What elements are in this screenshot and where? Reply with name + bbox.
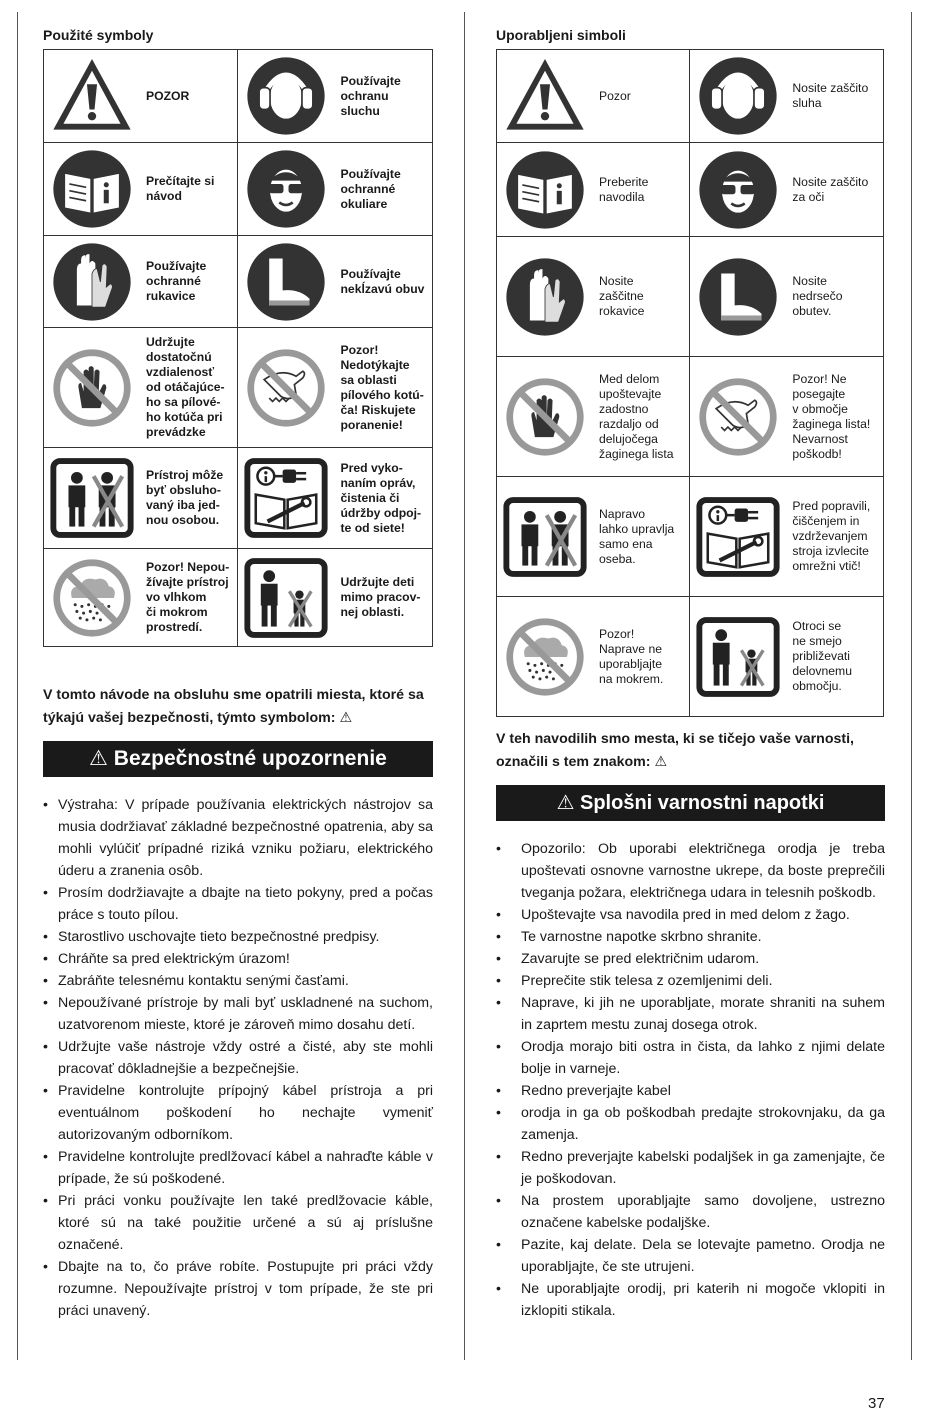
rule-item: • Preprečite stik telesa z ozemljenimi deli. [496, 970, 885, 992]
safety-boots-icon [244, 240, 328, 324]
symbol-label: Pred popravili, čiščenjem in vzdrževanjem stroja izvlecite omrežni vtič! [792, 499, 871, 573]
eye-protection-icon [244, 147, 328, 231]
rule-item: • Ne uporabljajte orodij, pri katerih ni mogoče vklopiti in izklopiti stikala. [496, 1278, 885, 1322]
column-divider [464, 12, 465, 1360]
symbol-cell [238, 328, 433, 448]
symbol-cell [238, 549, 433, 647]
safety-banner: ⚠ Splošni varnostni napotki [496, 785, 885, 821]
symbol-label: Pozor! Naprave ne uporabljajte na mokrem. [599, 626, 664, 686]
symbols-heading: Uporabljeni simboli [496, 27, 626, 43]
symbol-label: Prístroj môže byť obsluho- vaný iba jed- nou osobou. [146, 468, 224, 527]
hearing-protection-icon [696, 54, 780, 138]
no-rain-icon [50, 556, 134, 640]
symbol-cell [238, 448, 433, 549]
symbol-label: Nosite nedrsečo obutev. [792, 274, 843, 318]
no-rain-icon [503, 615, 587, 699]
symbol-label: Pozor! Nepou- žívajte prístroj vo vlhkom či mokrom prostredí. [146, 560, 230, 634]
symbol-label: Udržujte deti mimo pracov- nej oblasti. [340, 575, 421, 619]
rule-item: • Pravidelne kontrolujte prípojný kábel prístroja a pri eventuálnom poškodení ho nechajte vymeniť autorizovaným odborníkom. [43, 1080, 433, 1146]
warning-triangle-icon [503, 54, 587, 138]
symbol-label: Nosite zaščito sluha [792, 81, 869, 110]
rule-item: • Dbajte na to, čo práve robíte. Postupujte pri práci vždy rozumne. Nepoužívajte prístroj v tom prípade, že ste pri práci unavený. [43, 1256, 433, 1322]
symbols-heading: Použité symboly [43, 27, 154, 43]
symbol-cell [690, 143, 884, 237]
symbol-label: Používajte ochranu sluchu [340, 73, 401, 118]
symbol-label: Pozor [599, 88, 631, 103]
keep-children-away-icon [696, 615, 780, 699]
rule-item: • Pravidelne kontrolujte predlžovací kábel a nahraďte káble v prípade, že sú poškodené. [43, 1146, 433, 1190]
rule-item: • Výstraha: V prípade používania elektrických nástrojov sa musia dodržiavať základné bezpečnostné opatrenia, aby sa mohli vylúčiť prípadné riziká vzniku požiaru, elektrického úderu a zranenia osôb. [43, 794, 433, 882]
symbol-label: Používajte ochranné rukavice [146, 259, 207, 303]
symbol-label: Med delom upoštevajte zadostno razdaljo od delujočega žaginega lista [599, 371, 674, 461]
symbol-cell [497, 357, 690, 477]
rule-item: • Chráňte sa pred elektrickým úrazom! [43, 948, 433, 970]
rule-item: • Zabráňte telesnému kontaktu senými časťami. [43, 970, 433, 992]
symbol-cell [497, 597, 690, 717]
symbol-label: Pred vyko- naním opráv, čistenia či údržby odpoj- te od siete! [340, 460, 422, 535]
symbol-cell [238, 50, 433, 143]
protective-gloves-icon [503, 255, 587, 339]
read-manual-icon [503, 148, 587, 232]
rule-item: • Starostlivo uschovajte tieto bezpečnostné predpisy. [43, 926, 433, 948]
symbol-cell [497, 50, 690, 143]
safety-banner: ⚠ Bezpečnostné upozornenie [43, 741, 433, 777]
page-number: 37 [868, 1395, 885, 1412]
rule-item: • Prosím dodržiavajte a dbajte na tieto pokyny, pred a počas práce s touto pílou. [43, 882, 433, 926]
no-touch-blade-icon [244, 346, 328, 430]
hearing-protection-icon [244, 54, 328, 138]
safety-intro: V teh navodilih smo mesta, ki se tičejo vaše varnosti, označili s tem znakom: ⚠ [496, 731, 854, 770]
unplug-before-service-icon [244, 456, 328, 540]
symbol-label: Udržujte dostatočnú vzdialenosť od otáčajúce- ho sa pílové- ho kotúča pri prevádzke [146, 335, 225, 439]
rule-item: • orodja in ga ob poškodbah predajte strokovnjaku, da ga zamenja. [496, 1102, 885, 1146]
no-hand-icon [503, 375, 587, 459]
symbol-label: Používajte nekĺzavú obuv [340, 266, 425, 296]
symbol-label: Otroci se ne smejo približevati delovnemu območju. [792, 619, 852, 693]
rule-item: • Opozorilo: Ob uporabi električnega orodja je treba upoštevati osnovne varnostne ukrepe, da boste preprečili tveganja požara, električnega udara in telesnih poškodb. [496, 838, 885, 904]
symbol-cell [690, 477, 884, 597]
warning-triangle-icon [50, 54, 134, 138]
symbol-label: Pozor! Ne posegajte v območje žaginega lista! Nevarnost poškodb! [792, 371, 871, 461]
symbol-cell [238, 143, 433, 236]
rule-item: • Zavarujte se pred električnim udarom. [496, 948, 885, 970]
symbol-cell [238, 236, 433, 328]
symbol-label: POZOR [146, 88, 190, 103]
symbol-label: Prečítajte si návod [146, 174, 215, 203]
symbol-cell [44, 328, 238, 448]
rule-item: • Orodja morajo biti ostra in čista, da lahko z njimi delate bolje in varneje. [496, 1036, 885, 1080]
symbol-cell [44, 236, 238, 328]
symbol-cell [497, 237, 690, 357]
page-edge-left [17, 12, 18, 1360]
symbol-label: Nosite zaščitne rokavice [599, 274, 645, 318]
rule-item: • Pri práci vonku používajte len také predlžovacie káble, ktoré sú na také použitie určené a sú aj príslušne označené. [43, 1190, 433, 1256]
safety-intro: V tomto návode na obsluhu sme opatrili miesta, ktoré sa týkajú vašej bezpečnosti, týmto symbolom: ⚠ [43, 687, 424, 726]
rule-item: • Redno preverjajte kabel [496, 1080, 885, 1102]
page-edge-right [911, 12, 912, 1360]
symbol-cell [690, 597, 884, 717]
symbol-cell [497, 477, 690, 597]
symbol-cell [44, 448, 238, 549]
safety-rules-list [496, 838, 885, 1322]
rule-item: • Pazite, kaj delate. Dela se lotevajte pametno. Orodja ne uporabljajte, če ste utrujeni. [496, 1234, 885, 1278]
symbols-table [43, 49, 433, 647]
eye-protection-icon [696, 148, 780, 232]
symbols-table [496, 49, 884, 717]
symbol-cell [44, 549, 238, 647]
rule-item: • Na prostem uporabljajte samo dovoljene, ustrezno označene kabelske podaljške. [496, 1190, 885, 1234]
safety-boots-icon [696, 255, 780, 339]
rule-item: • Naprave, ki jih ne uporabljate, morate shraniti na suhem in zaprtem mestu zunaj dosega otrok. [496, 992, 885, 1036]
rule-item: • Nepoužívané prístroje by mali byť uskladnené na suchom, uzatvorenom mieste, ktoré je zároveň mimo dosahu detí. [43, 992, 433, 1036]
symbol-label: Pozor! Nedotýkajte sa oblasti pílového kotú- ča! Riskujete poranenie! [340, 342, 424, 432]
symbol-cell [44, 50, 238, 143]
symbol-cell [497, 143, 690, 237]
safety-rules-list [43, 794, 433, 1322]
rule-item: • Redno preverjajte kabelski podaljšek in ga zamenjajte, če je poškodovan. [496, 1146, 885, 1190]
keep-children-away-icon [244, 556, 328, 640]
symbol-cell [690, 50, 884, 143]
one-person-icon [50, 456, 134, 540]
one-person-icon [503, 495, 587, 579]
symbol-cell [44, 143, 238, 236]
symbol-label: Nosite zaščito za oči [792, 174, 869, 204]
symbol-label: Napravo lahko upravlja samo ena oseba. [599, 506, 675, 566]
symbol-cell [690, 237, 884, 357]
protective-gloves-icon [50, 240, 134, 324]
rule-item: • Udržujte vaše nástroje vždy ostré a čisté, aby ste mohli pracovať dôkladnejšie a bezpečnejšie. [43, 1036, 433, 1080]
no-touch-blade-icon [696, 375, 780, 459]
unplug-before-service-icon [696, 495, 780, 579]
symbol-label: Preberite navodila [599, 174, 649, 204]
no-hand-icon [50, 346, 134, 430]
symbol-cell [690, 357, 884, 477]
symbol-label: Používajte ochranné okuliare [340, 166, 401, 211]
read-manual-icon [50, 147, 134, 231]
rule-item: • Te varnostne napotke skrbno shranite. [496, 926, 885, 948]
rule-item: • Upoštevajte vsa navodila pred in med delom z žago. [496, 904, 885, 926]
